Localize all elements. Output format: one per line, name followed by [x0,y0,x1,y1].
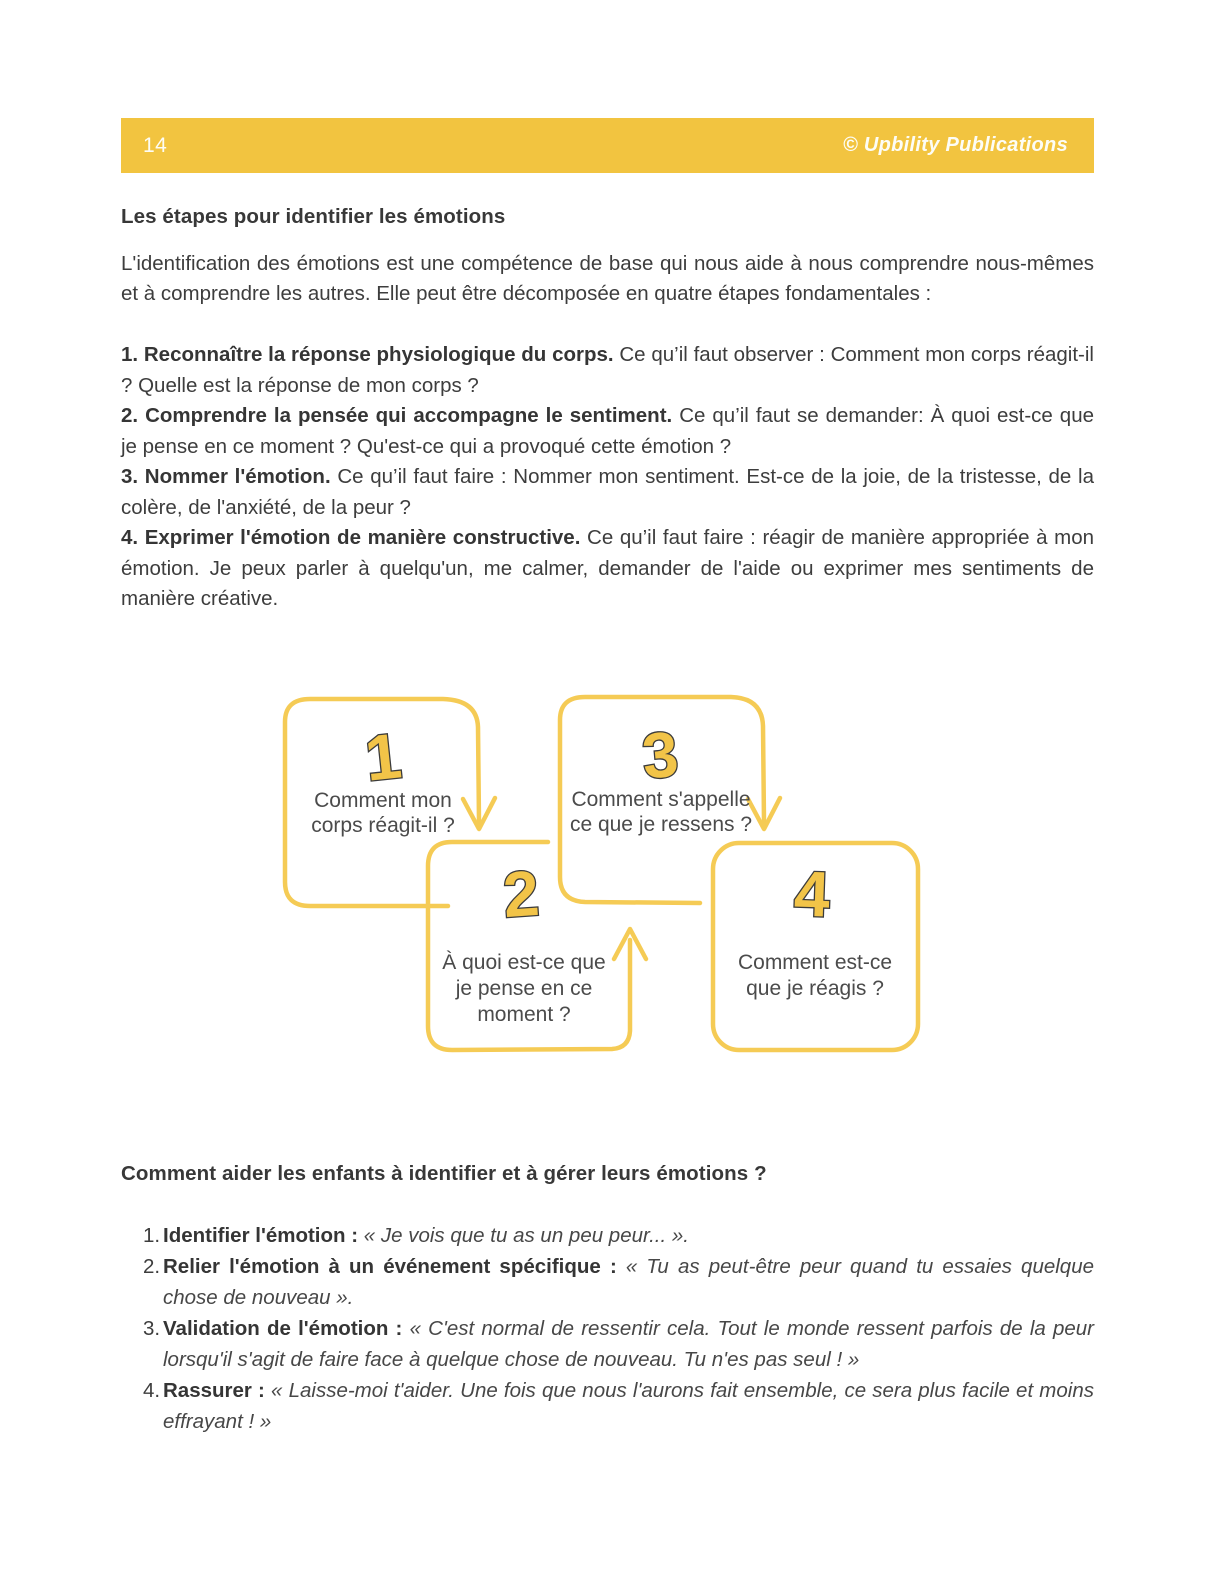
intro-paragraph: L'identification des émotions est une compétence de base qui nous aide à nous comprendre nous-mêmes et à comprendre les autres. Elle peut être décomposée en quatre étapes fondamentales : [121,252,1094,305]
advice-item-1-lead: Identifier l'émotion : [163,1224,359,1247]
flow-box-2-label-line3: moment ? [477,1003,571,1026]
advice-item-3-quote: « C'est normal de ressentir cela. Tout le monde ressent parfois de la peur lorsqu'il s'agit de faire face à quelque chose de nouveau. Tu n'es pas seul ! » [163,1317,1095,1371]
advice-item-4 [121,1375,1094,1437]
flow-box-4-label-line2: que je réagis ? [746,977,884,1000]
page-number: 14 [143,133,168,157]
step-item-2 [121,401,1094,462]
steps-block [121,340,1094,615]
advice-item-3-number: 3. [143,1317,161,1340]
flow-box-4-label-line1: Comment est-ce [737,951,893,974]
step-3-text: Ce qu’il faut faire : Nommer mon sentiment. Est-ce de la joie, de la tristesse, de la colère, de l'anxiété, de la peur ? [121,465,1094,519]
flow-number-2: 2 [500,856,542,932]
advice-list [121,1220,1094,1437]
publisher-credit: © Upbility Publications [843,134,1068,156]
advice-item-3 [121,1313,1094,1375]
flow-box-1-label-line2: corps réagit-il ? [311,814,455,837]
advice-item-1-number: 1. [143,1224,161,1247]
advice-item-3-lead: Validation de l'émotion : [163,1317,403,1340]
step-4-text: Ce qu’il faut faire : réagir de manière appropriée à mon émotion. Je peux parler à quelqu'un, me calmer, demander de l'aide ou exprimer mes sentiments de manière créative. [121,526,1095,610]
flow-box-1-label-line1: Comment mon [314,789,452,812]
flow-number-4: 4 [792,857,831,931]
page-header-bar [121,118,1094,173]
advice-item-4-quote: « Laisse-moi t'aider. Une fois que nous l'aurons fait ensemble, ce sera plus facile et moins effrayant ! » [163,1379,1094,1433]
advice-item-4-number: 4. [143,1379,161,1402]
advice-item-1 [121,1220,1094,1251]
step-item-3 [121,462,1094,523]
section1-title: Les étapes pour identifier les émotions [121,205,506,228]
advice-item-2-quote: « Tu as peut-être peur quand tu essaies quelque chose de nouveau ». [163,1255,1095,1309]
step-3-lead: 3. Nommer l'émotion. [121,465,331,488]
flow-number-3: 3 [639,717,682,793]
step-2-lead: 2. Comprendre la pensée qui accompagne le sentiment. [121,404,673,427]
step-4-lead: 4. Exprimer l'émotion de manière constructive. [121,526,581,549]
section2-title: Comment aider les enfants à identifier et à gérer leurs émotions ? [121,1162,767,1185]
step-1-lead: 1. Reconnaître la réponse physiologique du corps. [121,343,614,366]
flow-diagram [250,670,950,1070]
advice-item-4-lead: Rassurer : [163,1379,265,1402]
advice-item-2 [121,1251,1094,1313]
advice-item-1-quote: « Je vois que tu as un peu peur... ». [363,1224,689,1247]
step-item-4 [121,523,1094,615]
flow-box-3-label-line1: Comment s'appelle [571,788,751,811]
flow-box-2-label-line2: je pense en ce [455,977,593,1000]
flow-number-1: 1 [361,719,405,795]
step-1-text: Ce qu’il faut observer : Comment mon corps réagit-il ? Quelle est la réponse de mon corps ? [121,343,1094,397]
step-item-1 [121,340,1094,401]
advice-item-2-lead: Relier l'émotion à un événement spécifique : [163,1255,617,1278]
flow-box-3-label-line2: ce que je ressens ? [569,813,753,836]
advice-item-2-number: 2. [143,1255,161,1278]
flow-box-2-label-line1: À quoi est-ce que [442,951,606,974]
step-2-text: Ce qu’il faut se demander: À quoi est-ce que je pense en ce moment ? Qu'est-ce qui a provoqué cette émotion ? [121,404,1094,458]
